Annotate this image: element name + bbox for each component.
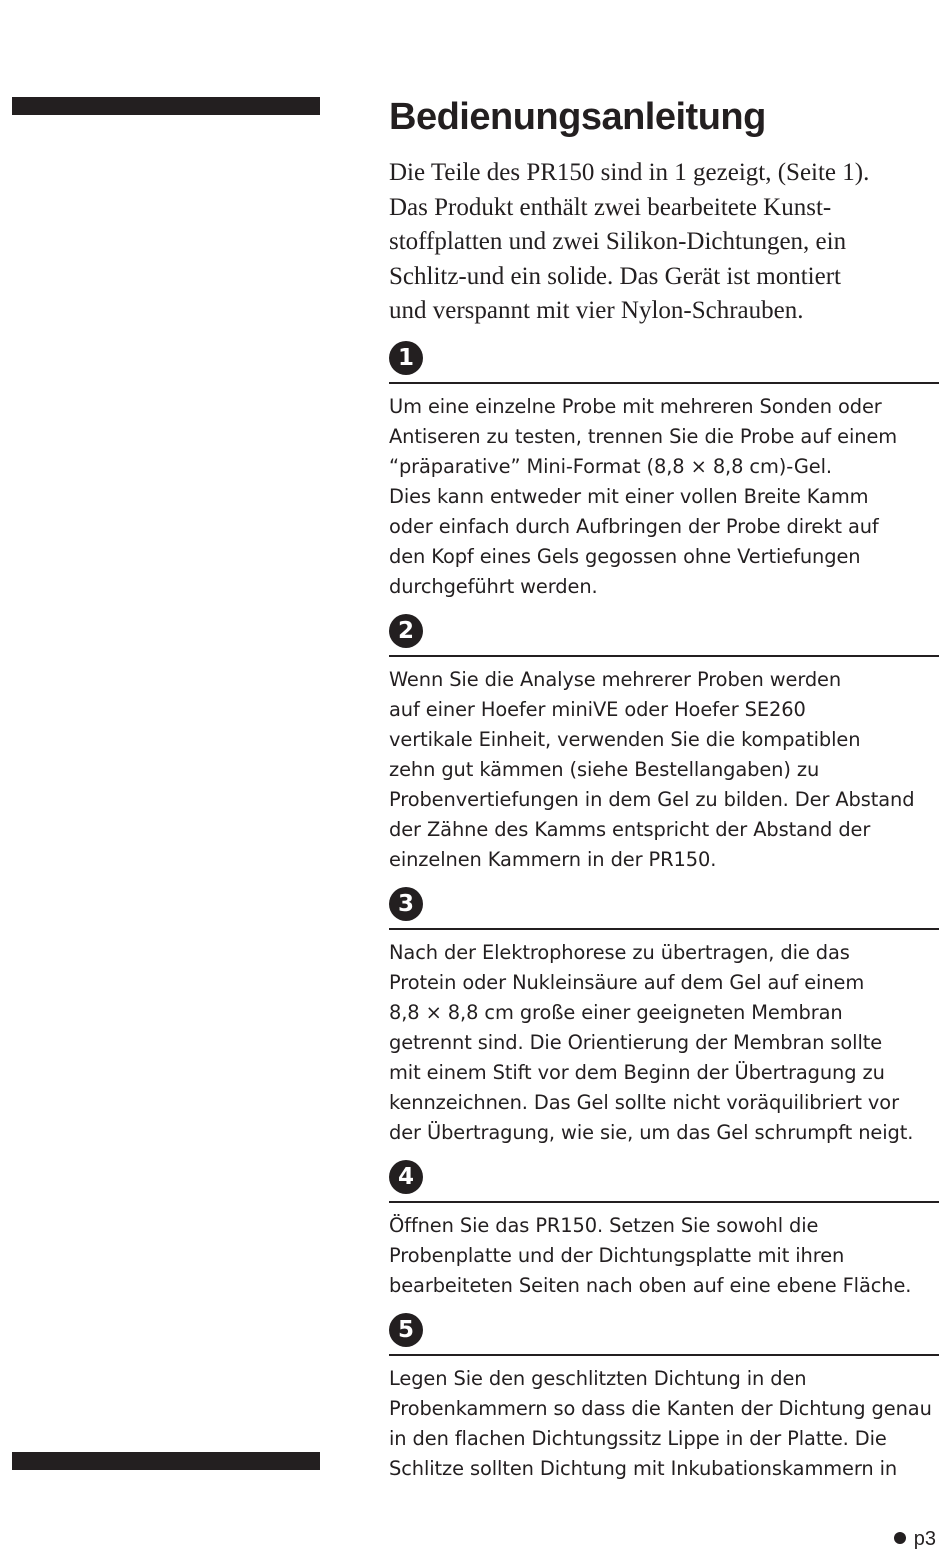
page-number-label: p3 <box>913 1528 936 1550</box>
step-text-2: Wenn Sie die Analyse mehrerer Proben werden auf einer Hoefer miniVE oder Hoefer SE260 vertikale Einheit, verwenden Sie die kompatiblen zehn gut kämmen (siehe Bestellangaben) zu Probenvertiefungen in dem Gel zu bilden. Der Abstand der Zähne des Kamms entspricht der Abstand der einzelnen Kammern in der PR150. <box>389 667 915 871</box>
divider <box>389 382 939 384</box>
decorative-top-bar <box>12 97 320 115</box>
step-number-1-icon: 1 <box>389 341 423 375</box>
step-2 <box>389 614 939 875</box>
step-text-1: Um eine einzelne Probe mit mehreren Sonden oder Antiseren zu testen, trennen Sie die Probe auf einem “präparative” Mini-Format (8,8 × 8,8 cm)-Gel. Dies kann entweder mit einer vollen Breite Kamm oder einfach durch Aufbringen der Probe direkt auf den Kopf eines Gels gegossen ohne Vertiefungen durchgeführt werden. <box>389 394 898 598</box>
bullet-dot-icon <box>894 1532 906 1544</box>
step-number-3-icon: 3 <box>389 887 423 921</box>
divider <box>389 928 939 930</box>
main-content <box>389 94 939 1484</box>
step-number-2-icon: 2 <box>389 614 423 648</box>
page-number <box>894 1528 936 1551</box>
step-3 <box>389 887 939 1148</box>
page-title: Bedienungsanleitung <box>389 96 766 138</box>
divider <box>389 1354 939 1356</box>
step-1 <box>389 341 939 602</box>
decorative-bottom-bar <box>12 1452 320 1470</box>
divider <box>389 655 939 657</box>
intro-paragraph: Die Teile des PR150 sind in 1 gezeigt, (Seite 1). Das Produkt enthält zwei bearbeitete Kunst- stoffplatten und zwei Silikon-Dichtungen, ein Schlitz-und ein solide. Das Gerät ist montiert und verspannt mit vier Nylon-Schrauben. <box>389 159 870 324</box>
step-text-4: Öffnen Sie das PR150. Setzen Sie sowohl die Probenplatte und der Dichtungsplatte mit ihren bearbeiteten Seiten nach oben auf eine ebene Fläche. <box>389 1213 912 1297</box>
step-4 <box>389 1160 939 1301</box>
step-text-5: Legen Sie den geschlitzten Dichtung in den Probenkammern so dass die Kanten der Dichtung genau in den flachen Dichtungssitz Lippe in der Platte. Die Schlitze sollten Dichtung mit Inkubationskammern in <box>389 1366 932 1480</box>
step-text-3: Nach der Elektrophorese zu übertragen, die das Protein oder Nukleinsäure auf dem Gel auf einem 8,8 × 8,8 cm große einer geeigneten Membran getrennt sind. Die Orientierung der Membran sollte mit einem Stift vor dem Beginn der Übertragung zu kennzeichnen. Das Gel sollte nicht voräquilibriert vor der Übertragung, wie sie, um das Gel schrumpft neigt. <box>389 940 914 1144</box>
step-5 <box>389 1313 939 1484</box>
step-number-4-icon: 4 <box>389 1160 423 1194</box>
divider <box>389 1201 939 1203</box>
step-number-5-icon: 5 <box>389 1313 423 1347</box>
